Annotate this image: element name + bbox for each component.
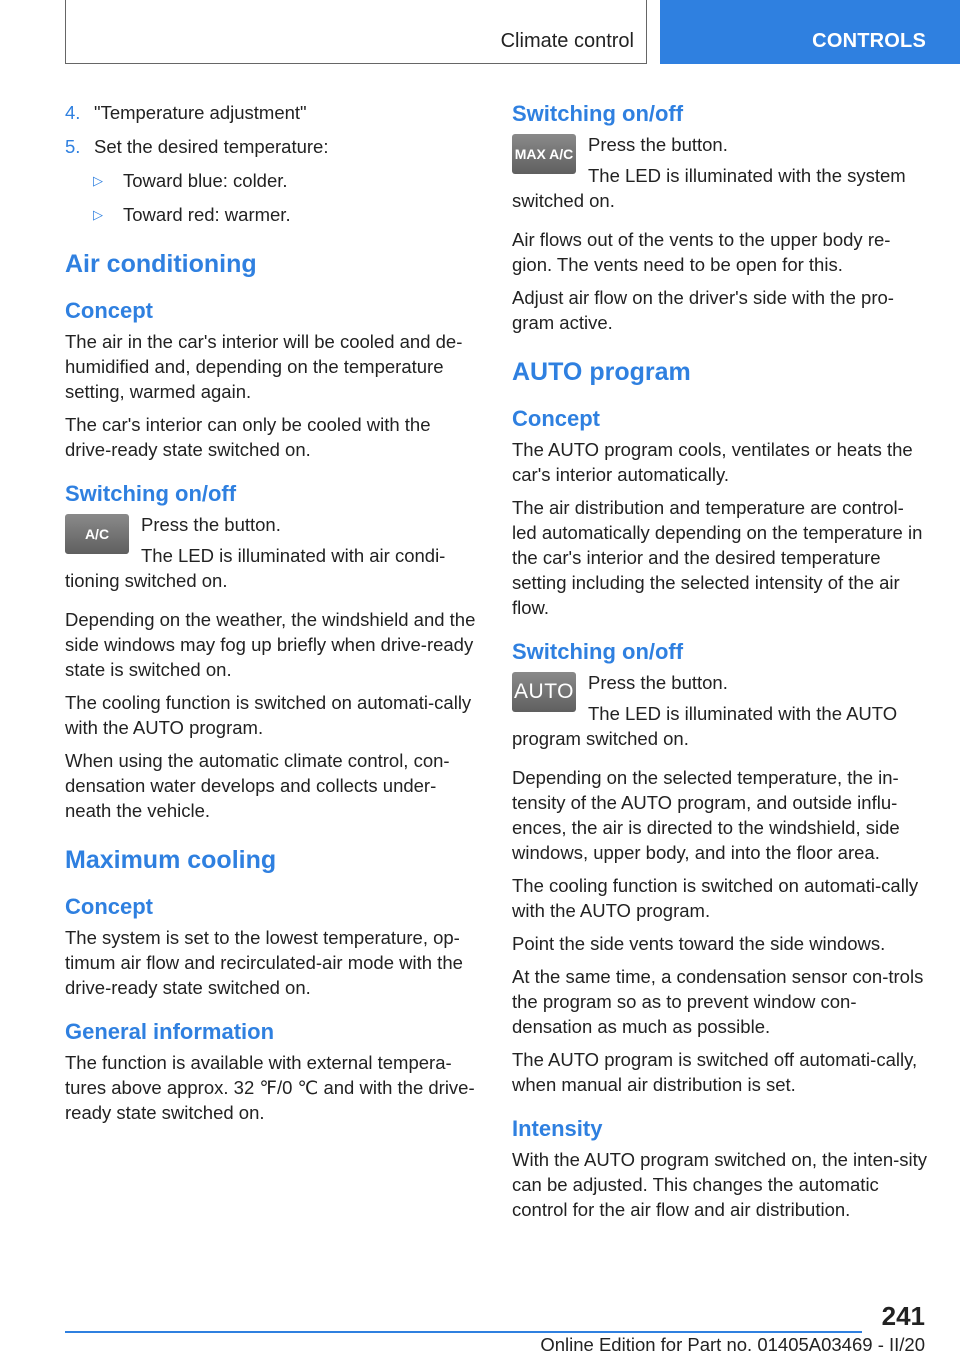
left-column <box>65 100 481 1133</box>
triangle-bullet-icon: ▷ <box>93 173 103 188</box>
paragraph: Press the button. <box>141 514 281 535</box>
footer-divider <box>65 1331 862 1333</box>
list-text: Set the desired temperature: <box>94 136 329 157</box>
paragraph: When using the automatic climate control, con-densation water develops and collects under-neath the vehicle. <box>65 750 450 821</box>
auto-button-icon: AUTO <box>512 672 576 712</box>
auto-button-instruction <box>512 670 928 757</box>
paragraph: Air flows out of the vents to the upper body re-gion. The vents need to be open for this. <box>512 229 891 275</box>
paragraph: The air distribution and temperature are control-led automatically depending on the temperature in the car's interior and the desired temperature setting including the selected intensity of the air flow. <box>512 497 923 618</box>
paragraph: At the same time, a condensation sensor con-trols the program so as to prevent window con-densation as much as possible. <box>512 966 924 1037</box>
page-number: 241 <box>881 1301 925 1331</box>
subheading-general-information: General information <box>65 1019 275 1044</box>
list-item <box>65 100 481 125</box>
paragraph: The car's interior can only be cooled with the drive-ready state switched on. <box>65 414 431 460</box>
paragraph: Depending on the selected temperature, the in-tensity of the AUTO program, and outside influ-ences, the air is directed to the windshield, side windows, upper body, and into the floor area. <box>512 767 900 863</box>
subheading-switching: Switching on/off <box>512 639 684 664</box>
list-text: "Temperature adjustment" <box>94 102 307 123</box>
chapter-title: CONTROLS <box>812 30 926 52</box>
paragraph: The AUTO program is switched off automati-cally, when manual air distribution is set. <box>512 1049 918 1095</box>
section-title: Climate control <box>500 30 634 52</box>
subheading-switching: Switching on/off <box>512 101 684 126</box>
footer-edition: Online Edition for Part no. 01405A03469 - II/20 <box>540 1334 925 1355</box>
heading-auto-program: AUTO program <box>512 358 691 386</box>
heading-air-conditioning: Air conditioning <box>65 250 257 278</box>
paragraph: Press the button. <box>588 672 728 693</box>
ac-button-icon: A/C <box>65 514 129 554</box>
ac-button-instruction <box>65 512 481 599</box>
chapter-tab <box>660 0 960 64</box>
max-ac-button-instruction <box>512 132 928 219</box>
max-ac-button-icon: MAX A/C <box>512 134 576 174</box>
paragraph: With the AUTO program switched on, the inten-sity can be adjusted. This changes the automatic control for the air flow and air distribution. <box>512 1149 928 1220</box>
paragraph: The function is available with external tempera-tures above approx. 32 ℉/0 ℃ and with the drive-ready state switched on. <box>65 1052 475 1123</box>
triangle-bullet-icon: ▷ <box>93 207 103 222</box>
paragraph: The LED is illuminated with the AUTO program switched on. <box>512 703 898 749</box>
paragraph: The system is set to the lowest temperature, op-timum air flow and recirculated-air mode with the drive-ready state switched on. <box>65 927 463 998</box>
bullet-item <box>93 168 481 193</box>
paragraph: Point the side vents toward the side windows. <box>512 933 886 954</box>
paragraph: The air in the car's interior will be cooled and de-humidified and, depending on the temperature setting, warmed again. <box>65 331 463 402</box>
subheading-concept: Concept <box>512 406 600 431</box>
right-column <box>512 100 928 1230</box>
paragraph: The cooling function is switched on automati-cally with the AUTO program. <box>65 692 472 738</box>
list-item <box>65 134 481 159</box>
subheading-intensity: Intensity <box>512 1116 603 1141</box>
list-number: 4. <box>65 102 81 123</box>
subheading-concept: Concept <box>65 894 153 919</box>
list-number: 5. <box>65 136 81 157</box>
paragraph: The LED is illuminated with the system switched on. <box>512 165 906 211</box>
paragraph: Press the button. <box>588 134 728 155</box>
paragraph: Depending on the weather, the windshield and the side windows may fog up briefly when drive-ready state is switched on. <box>65 609 476 680</box>
paragraph: The AUTO program cools, ventilates or heats the car's interior automatically. <box>512 439 913 485</box>
bullet-text: Toward red: warmer. <box>123 204 291 225</box>
subheading-concept: Concept <box>65 298 153 323</box>
paragraph: The cooling function is switched on automati-cally with the AUTO program. <box>512 875 919 921</box>
subheading-switching: Switching on/off <box>65 481 237 506</box>
header-section-box <box>65 0 647 64</box>
bullet-item <box>93 202 481 227</box>
paragraph: The LED is illuminated with air condi-tioning switched on. <box>65 545 446 591</box>
paragraph: Adjust air flow on the driver's side with the pro-gram active. <box>512 287 894 333</box>
heading-maximum-cooling: Maximum cooling <box>65 846 277 874</box>
bullet-text: Toward blue: colder. <box>123 170 288 191</box>
